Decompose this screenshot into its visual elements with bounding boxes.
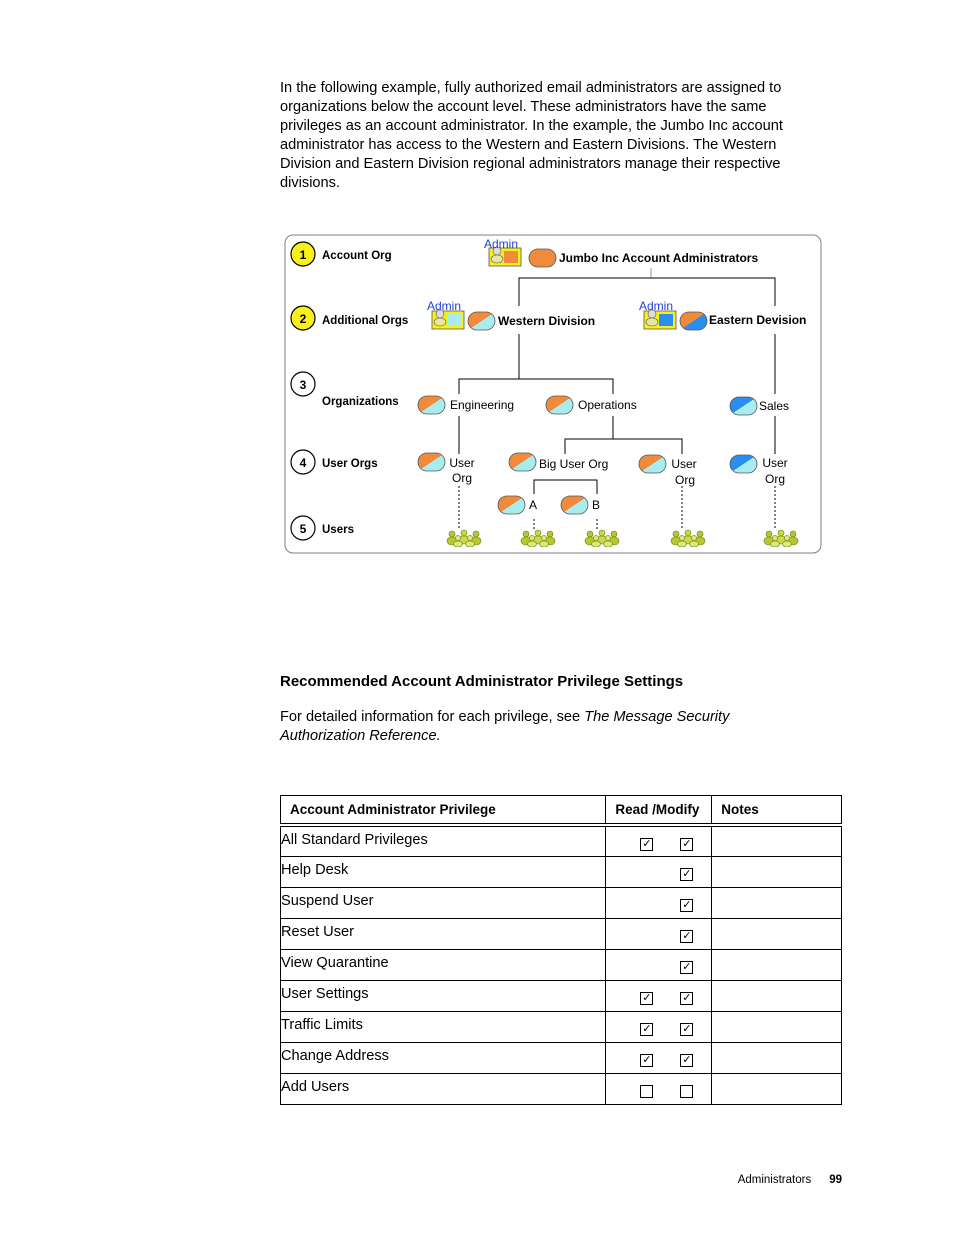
modify-checkbox[interactable]: [680, 838, 693, 851]
operations-label: Operations: [578, 398, 637, 412]
table-row: [281, 1073, 842, 1104]
table-row: [281, 980, 842, 1011]
level-label: Additional Orgs: [322, 315, 409, 327]
org-icon: [730, 397, 757, 415]
user-org-icon: [561, 496, 588, 514]
level-number: 4: [299, 456, 307, 470]
division-icon: [468, 312, 495, 330]
notes-cell: [712, 980, 842, 1011]
notes-cell: [712, 887, 842, 918]
user-org-label-line2: Org: [764, 472, 786, 486]
org-hierarchy-diagram: [284, 234, 822, 554]
read-modify-cell: [606, 1042, 712, 1073]
notes-cell: [712, 949, 842, 980]
level-number: 2: [299, 312, 307, 326]
user-org-icon: [509, 453, 536, 471]
table-row: [281, 856, 842, 887]
read-checkbox[interactable]: [640, 1054, 653, 1067]
privilege-name: Suspend User: [281, 887, 606, 918]
level-number: 5: [299, 522, 307, 536]
read-modify-cell: [606, 856, 712, 887]
column-header: Notes: [712, 796, 842, 826]
org-icon: [418, 396, 445, 414]
user-org-label-line2: Org: [451, 471, 473, 485]
page-number: 99: [829, 1174, 842, 1186]
user-org-label-line1: User: [671, 457, 697, 471]
big-user-org-label: Big User Org: [539, 457, 609, 471]
sub-org-b-label: B: [592, 498, 601, 512]
read-modify-cell: [606, 1011, 712, 1042]
account-admins-label: Jumbo Inc Account Administrators: [559, 251, 759, 265]
modify-checkbox[interactable]: [680, 868, 693, 881]
modify-checkbox[interactable]: [680, 961, 693, 974]
column-header: Account Administrator Privilege: [281, 796, 606, 826]
modify-checkbox[interactable]: [680, 992, 693, 1005]
detail-text: For detailed information for each privilege, see: [280, 709, 585, 725]
table-row: [281, 949, 842, 980]
notes-cell: [712, 1011, 842, 1042]
notes-cell: [712, 918, 842, 949]
notes-cell: [712, 1073, 842, 1104]
admin-label: Admin: [484, 237, 519, 251]
privilege-name: All Standard Privileges: [281, 825, 606, 856]
sub-org-a-label: A: [529, 498, 538, 512]
notes-cell: [712, 1042, 842, 1073]
privilege-name: Help Desk: [281, 856, 606, 887]
table-header-row: [281, 796, 842, 826]
read-modify-cell: [606, 980, 712, 1011]
sales-label: Sales: [759, 399, 790, 413]
level-label: Users: [322, 524, 354, 536]
org-icon: [546, 396, 573, 414]
table-row: [281, 1011, 842, 1042]
user-org-label-line1: User: [762, 456, 788, 470]
engineering-label: Engineering: [450, 398, 515, 412]
level-number: 3: [299, 378, 307, 392]
section-title: Recommended Account Administrator Privilege Settings: [280, 673, 684, 690]
privilege-name: Reset User: [281, 918, 606, 949]
user-org-label-line1: User: [449, 456, 475, 470]
table-row: [281, 918, 842, 949]
level-label: Organizations: [322, 396, 399, 408]
admin-label: Admin: [639, 299, 674, 313]
read-checkbox[interactable]: [640, 1023, 653, 1036]
privilege-name: Add Users: [281, 1073, 606, 1104]
read-checkbox[interactable]: [640, 838, 653, 851]
footer-section: Administrators: [737, 1174, 812, 1186]
western-division-label: Western Division: [498, 314, 596, 328]
read-modify-cell: [606, 918, 712, 949]
table-row: [281, 1042, 842, 1073]
user-org-icon: [639, 455, 666, 473]
modify-checkbox[interactable]: [680, 1085, 693, 1098]
read-checkbox[interactable]: [640, 1085, 653, 1098]
table-row: [281, 825, 842, 856]
user-org-label-line2: Org: [674, 473, 696, 487]
intro-paragraph: In the following example, fully authorized email administrators are assigned to organizations below the account level. These administrators have the same privileges as an account administrator. In the example, the Jumbo Inc account administrator has access to the Western and Eastern Divisions. The Western Division and Eastern Division regional administrators manage their respective divisions.: [280, 80, 783, 191]
eastern-division-label: Eastern Devision: [709, 313, 807, 327]
privilege-name: Traffic Limits: [281, 1011, 606, 1042]
user-org-icon: [418, 453, 445, 471]
privilege-name: View Quarantine: [281, 949, 606, 980]
level-label: User Orgs: [322, 458, 378, 470]
detail-paragraph: [280, 708, 800, 746]
user-org-icon: [498, 496, 525, 514]
read-modify-cell: [606, 887, 712, 918]
modify-checkbox[interactable]: [680, 1023, 693, 1036]
modify-checkbox[interactable]: [680, 899, 693, 912]
read-checkbox[interactable]: [640, 992, 653, 1005]
user-org-icon: [730, 455, 757, 473]
privilege-name: Change Address: [281, 1042, 606, 1073]
column-header: Read /Modify: [606, 796, 712, 826]
table-row: [281, 887, 842, 918]
page-footer: [738, 1174, 842, 1186]
level-number: 1: [299, 248, 307, 262]
admin-label: Admin: [427, 299, 462, 313]
read-modify-cell: [606, 949, 712, 980]
account-org-icon: [529, 249, 556, 267]
privilege-name: User Settings: [281, 980, 606, 1011]
modify-checkbox[interactable]: [680, 930, 693, 943]
division-icon: [680, 312, 707, 330]
read-modify-cell: [606, 825, 712, 856]
level-label: Account Org: [322, 250, 392, 262]
modify-checkbox[interactable]: [680, 1054, 693, 1067]
reference-title: The Message Security Authorization Reference.: [280, 709, 730, 744]
notes-cell: [712, 825, 842, 856]
privilege-table: [280, 795, 842, 1105]
read-modify-cell: [606, 1073, 712, 1104]
notes-cell: [712, 856, 842, 887]
